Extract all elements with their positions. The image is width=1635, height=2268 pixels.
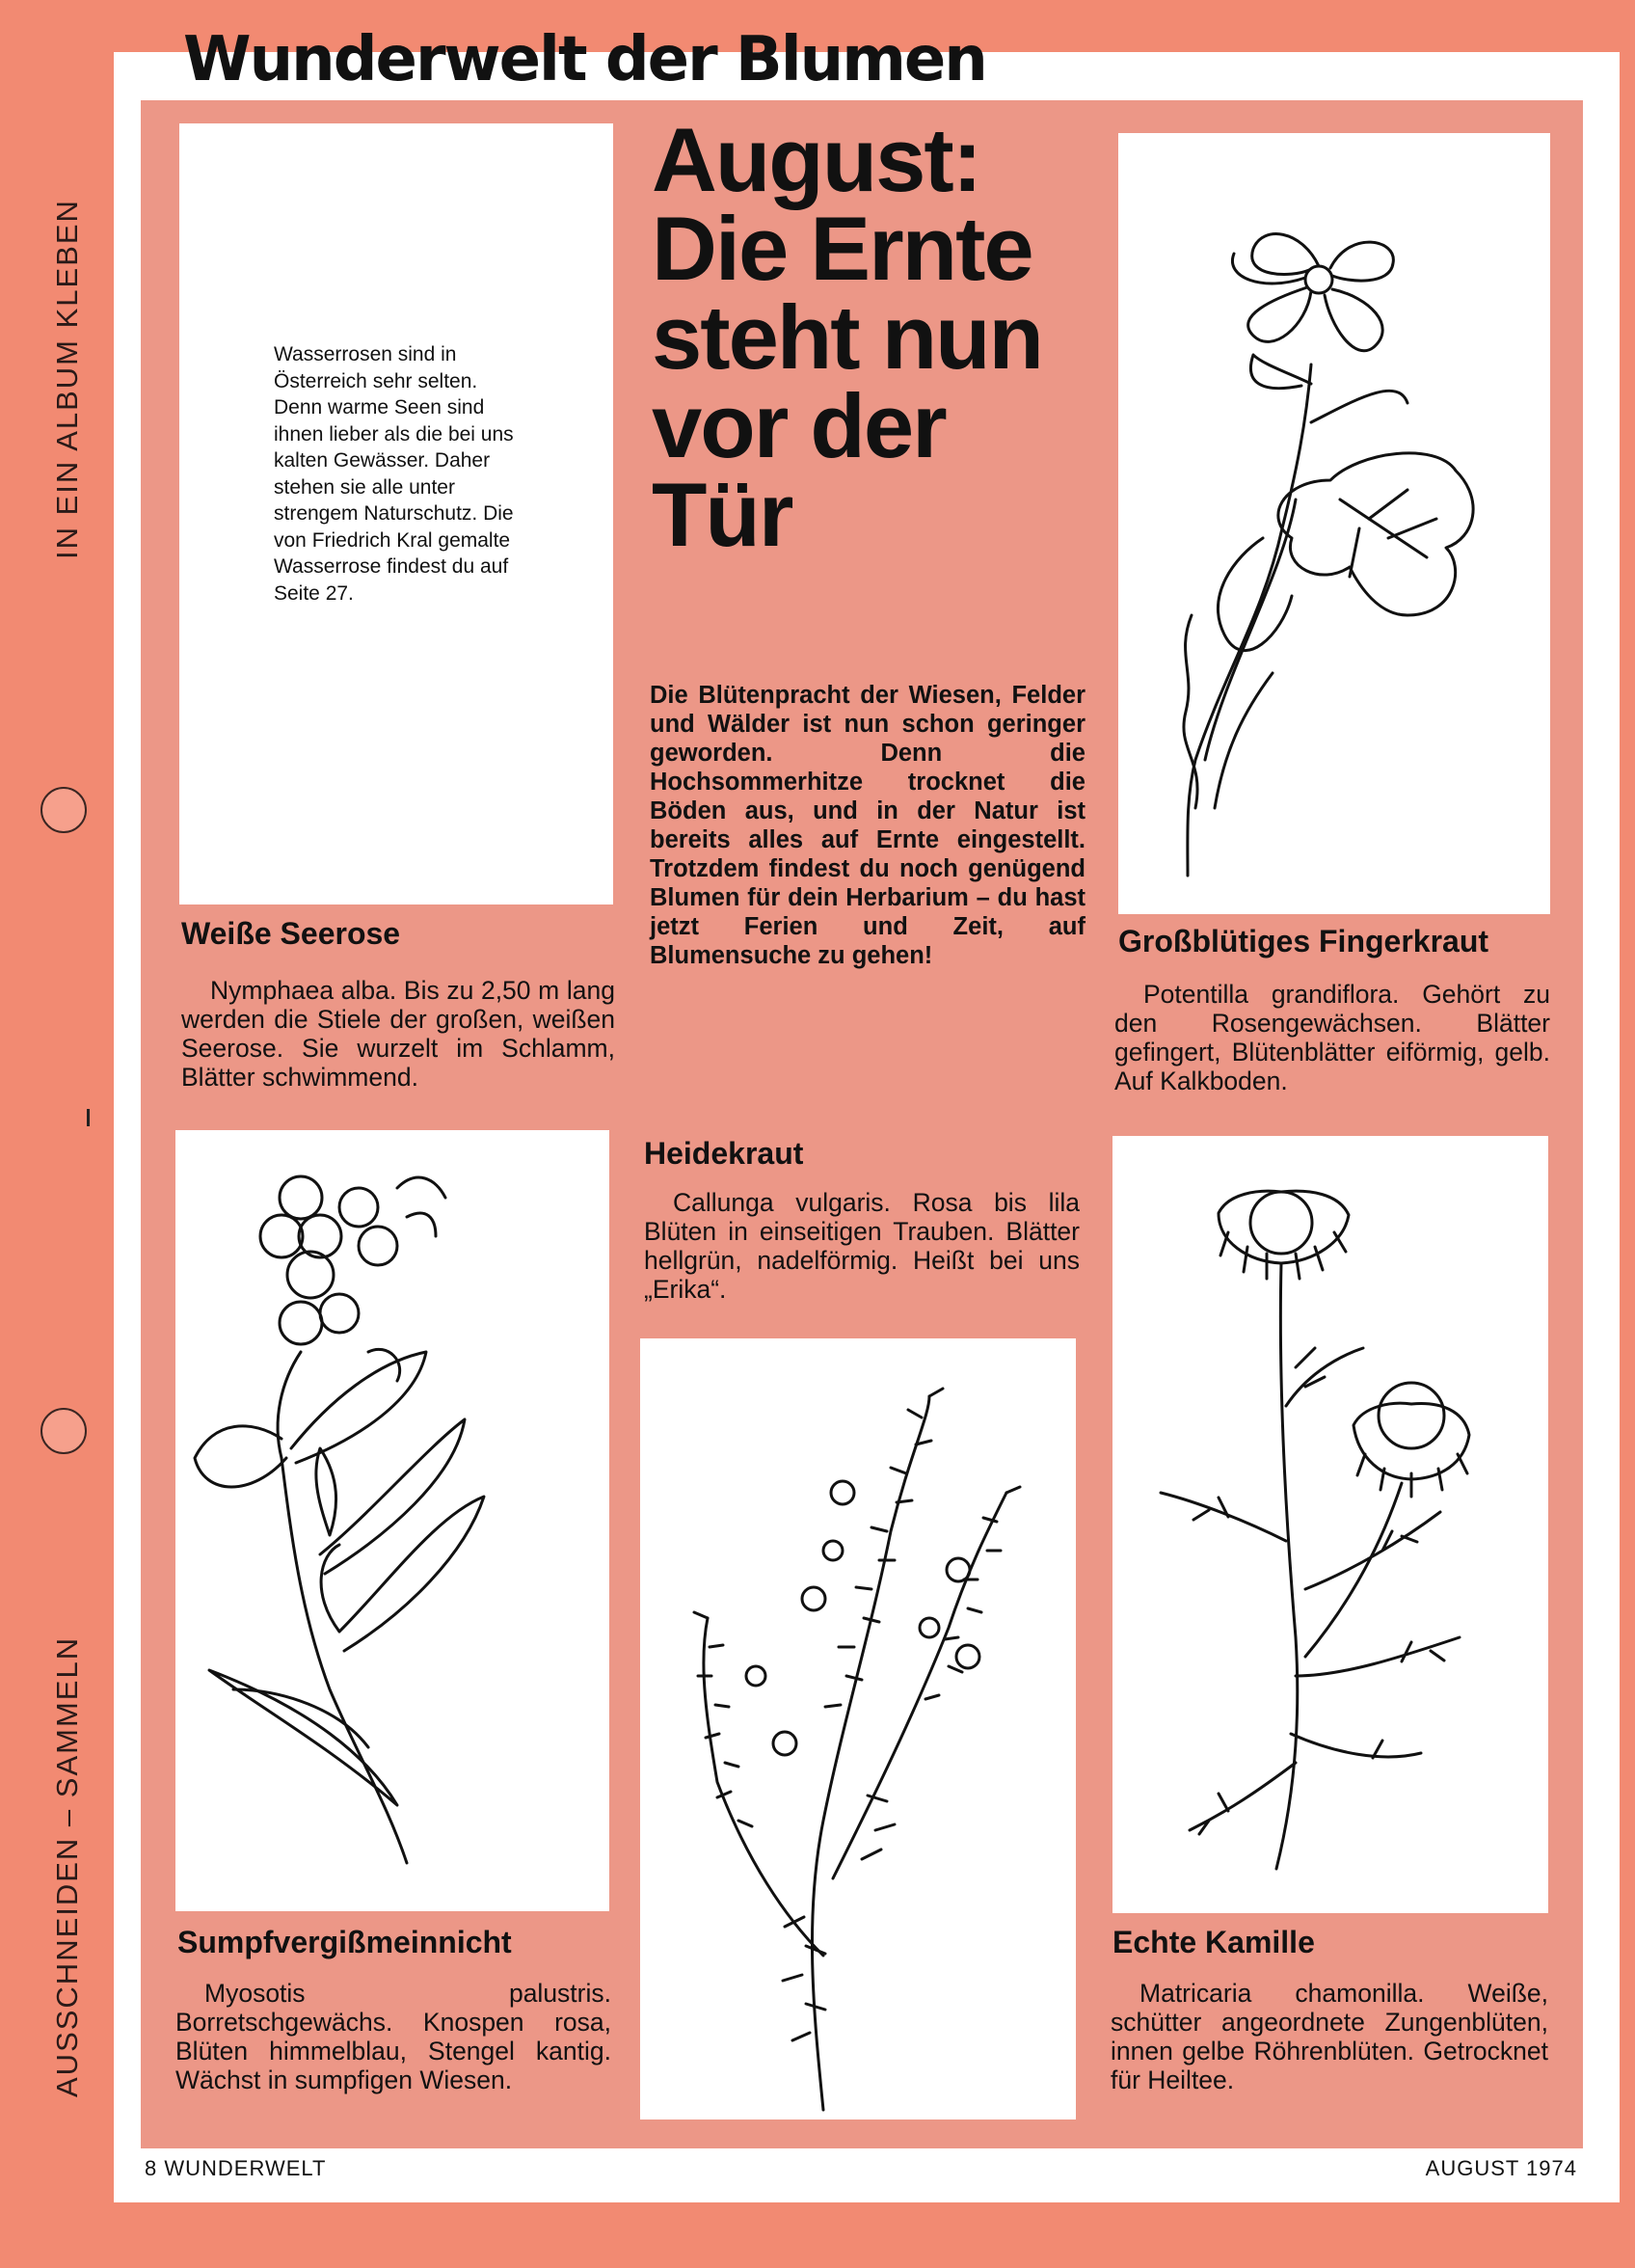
punch-hole-bottom (40, 1408, 87, 1454)
waterlily-note: Wasserrosen sind in Österreich sehr selten. Denn warme Seen sind ihnen lieber als die bei uns kalten Gewässer. Daher stehen sie alle unter strengem Naturschutz. Die von Friedrich Kral gemalte Wasserrose findest du auf Seite 27. (274, 343, 514, 605)
heather-drawing-icon (640, 1338, 1076, 2120)
masthead-title: Wunderwelt der Blumen (183, 24, 986, 95)
potentilla-drawing-icon (1118, 133, 1550, 914)
side-label-top: IN EIN ALBUM KLEBEN (50, 199, 84, 559)
fingerkraut-description: Potentilla grandiflora. Gehört zu den Rosengewächsen. Blätter gefingert, Blütenblätter eiförmig, gelb. Auf Kalkboden. (1114, 980, 1550, 1095)
heidekraut-description: Callunga vulgaris. Rosa bis lila Blüten in einseitigen Trauben. Blätter hellgrün, nadelförmig. Heißt bei uns „Erika“. (644, 1188, 1080, 1304)
lead-paragraph: Die Blütenpracht der Wiesen, Felder und Wälder ist nun schon geringer geworden. Denn die Hochsommerhitze trocknet die Böden aus, und in der Natur ist bereits alles auf Ernte eingestellt. Trotzdem findest du noch genügend Blumen für dein Herbarium – du hast jetzt Ferien und Zeit, auf Blumensuche zu gehen! (650, 682, 1086, 969)
heidekraut-title: Heidekraut (644, 1136, 804, 1171)
kamille-box (1112, 1136, 1548, 1913)
heidekraut-box (640, 1338, 1076, 2120)
chamomile-drawing-icon (1112, 1136, 1548, 1913)
vergissmeinnicht-title: Sumpfvergißmeinnicht (177, 1925, 512, 1959)
seerose-description: Nymphaea alba. Bis zu 2,50 m lang werden die Stiele der großen, weißen Seerose. Sie wurzelt im Schlamm, Blätter schwimmend. (181, 976, 615, 1092)
vergissmeinnicht-box (175, 1130, 609, 1911)
seerose-title: Weiße Seerose (181, 916, 401, 951)
headline: August: Die Ernte steht nun vor der Tür (652, 109, 1042, 565)
side-label-bottom: AUSSCHNEIDEN – SAMMELN (50, 1635, 84, 2097)
vergissmeinnicht-description: Myosotis palustris. Borretschgewächs. Knospen rosa, Blüten himmelblau, Stengel kantig. Wächst in sumpfigen Wiesen. (175, 1979, 611, 2094)
fold-mark (87, 1109, 90, 1126)
footer-date: AUGUST 1974 (1425, 2156, 1577, 2180)
forget-me-not-drawing-icon (175, 1130, 609, 1911)
kamille-description: Matricaria chamonilla. Weiße, schütter angeordnete Zungenblüten, innen gelbe Röhrenblüten. Getrocknet für Heiltee. (1111, 1979, 1548, 2094)
footer-page-label: 8 WUNDERWELT (145, 2156, 327, 2180)
punch-hole-top (40, 787, 87, 833)
kamille-title: Echte Kamille (1112, 1925, 1315, 1959)
fingerkraut-title: Großblütiges Fingerkraut (1118, 924, 1489, 958)
potentilla-box (1118, 133, 1550, 914)
